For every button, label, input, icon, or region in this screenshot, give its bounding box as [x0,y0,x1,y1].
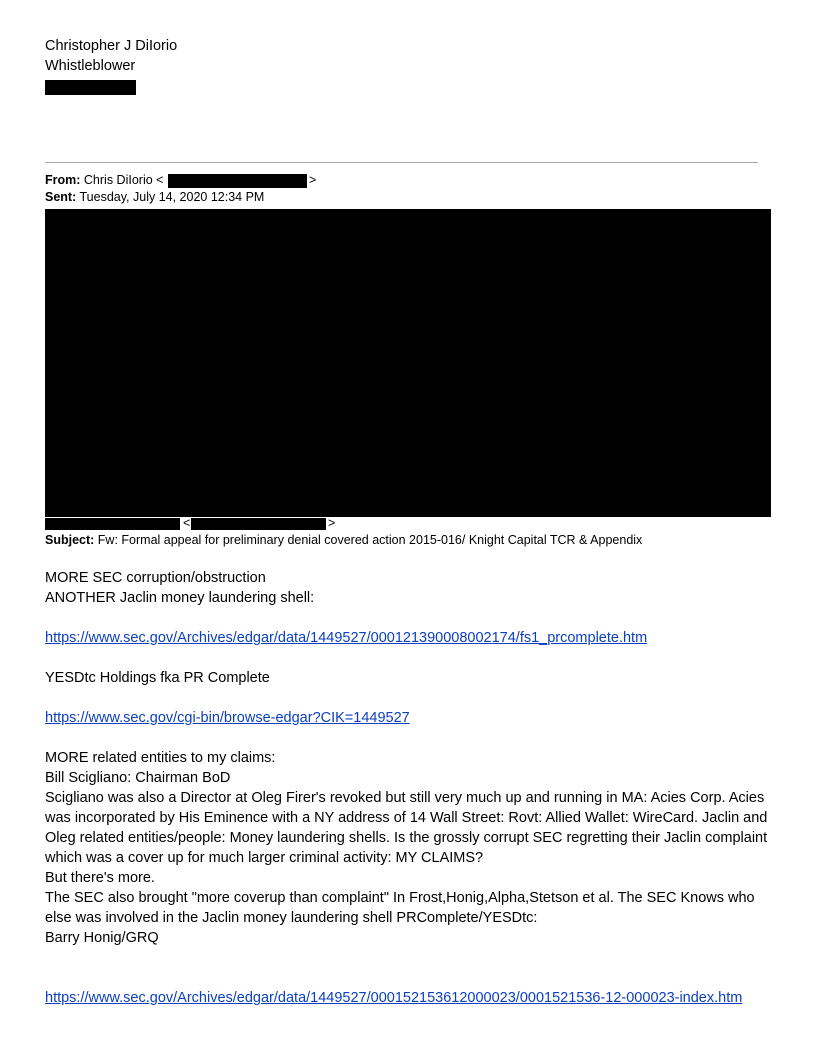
body-line-7: Barry Honig/GRQ [45,930,159,946]
subject-value: Fw: Formal appeal for preliminary denial covered action 2015-016/ Knight Capital TCR & Appendix [97,533,643,547]
sent-line [45,189,264,206]
redaction-from-email [168,174,307,188]
from-close: > [309,173,317,187]
header-divider [45,162,758,163]
subject-label: Subject: [45,533,95,547]
link-fs1-prcomplete[interactable]: https://www.sec.gov/Archives/edgar/data/1449527/000121390008002174/fs1_prcomplete.htm [45,630,648,646]
sender-name: Christopher J DiIorio [45,38,178,54]
from-line [45,172,163,189]
body-line-5: Bill Scigliano: Chairman BoD [45,770,231,786]
from-value: Chris DiIorio < [83,173,164,187]
redaction-recipient-email [191,518,326,530]
body-paragraph-2: The SEC also brought "more coverup than complaint" In Frost,Honig,Alpha,Stetson et al. The SEC Knows who else was involved in the Jaclin money laundering shell PRComplete/YESDtc: [45,890,755,926]
sender-role: Whistleblower [45,58,136,74]
body-line-2: ANOTHER Jaclin money laundering shell: [45,590,315,606]
recipient-lt: < [183,516,191,530]
link-browse-edgar[interactable]: https://www.sec.gov/cgi-bin/browse-edgar?CIK=1449527 [45,710,410,726]
sent-label: Sent: [45,190,77,204]
recipient-gt: > [328,516,336,530]
sent-value: Tuesday, July 14, 2020 12:34 PM [79,190,265,204]
link-edgar-index[interactable]: https://www.sec.gov/Archives/edgar/data/1449527/000152153612000023/0001521536-12-000023-index.htm [45,990,743,1006]
redaction-recipient-name [45,518,180,530]
body-paragraph-1: Scigliano was also a Director at Oleg Firer's revoked but still very much up and running in MA: Acies Corp. Acies was incorporated by His Eminence with a NY address of 14 Wall Street: Rovt: Allied Wallet: WireCard. Jaclin and Oleg related entities/people: Money laundering shells. Is the grossly corrupt SEC regretting their Jaclin complaint which was a cover up for much larger criminal activity: MY CLAIMS? [45,790,768,866]
body-line-6: But there's more. [45,870,155,886]
redaction-address [45,80,136,95]
body-line-3: YESDtc Holdings fka PR Complete [45,670,270,686]
body-line-1: MORE SEC corruption/obstruction [45,570,266,586]
from-label: From: [45,173,81,187]
subject-line [45,532,642,549]
body-line-4: MORE related entities to my claims: [45,750,276,766]
redaction-recipients-block [45,209,771,517]
